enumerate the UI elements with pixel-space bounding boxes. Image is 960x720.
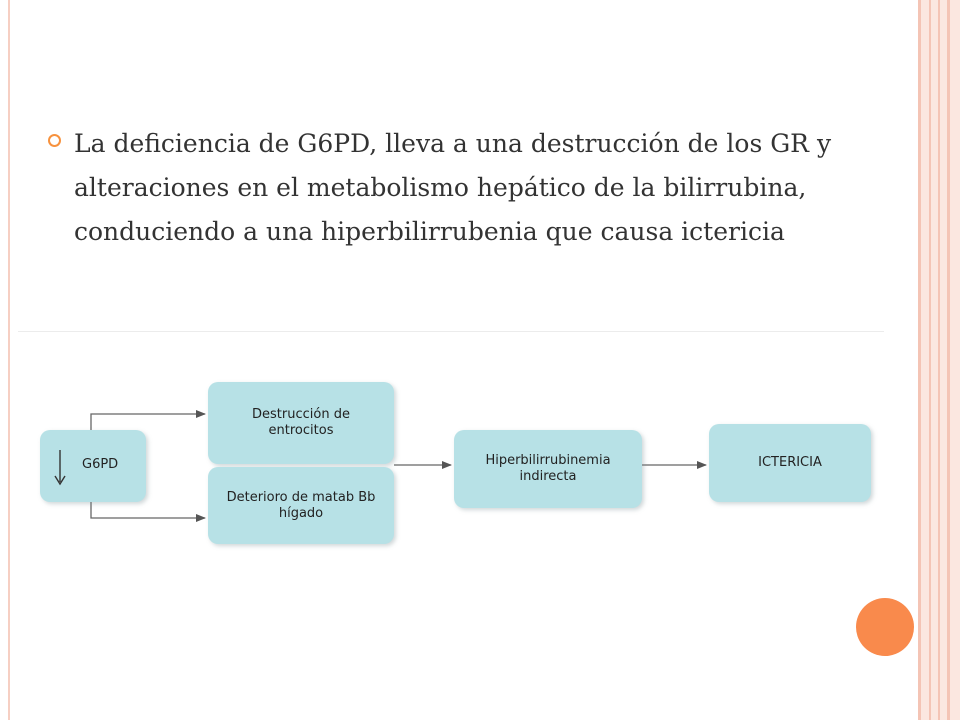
- node-ictericia-label: ICTERICIA: [758, 455, 822, 470]
- connector-g6pd-to-destruccion: [91, 414, 205, 430]
- node-hiperbilirrubinemia: [454, 430, 642, 508]
- node-ictericia: [709, 424, 871, 502]
- node-g6pd-label: G6PD: [82, 457, 119, 472]
- node-deterioro: [208, 467, 394, 544]
- node-destruccion: [208, 382, 394, 464]
- node-deterioro-label: Deterioro de matab Bb hígado: [226, 489, 376, 521]
- node-destruccion-label: Destrucción de entrocitos: [252, 407, 350, 438]
- node-g6pd: [40, 430, 146, 502]
- node-hiperbilirrubinemia-label: Hiperbilirrubinemia indirecta: [485, 453, 611, 484]
- bullet-text: La deficiencia de G6PD, lleva a una destrucción de los GR y alteraciones en el metabolismo hepático de la bilirrubina, conduciendo a una hiperbilirrubenia que causa ictericia: [74, 129, 832, 246]
- connector-g6pd-to-deterioro: [91, 502, 205, 518]
